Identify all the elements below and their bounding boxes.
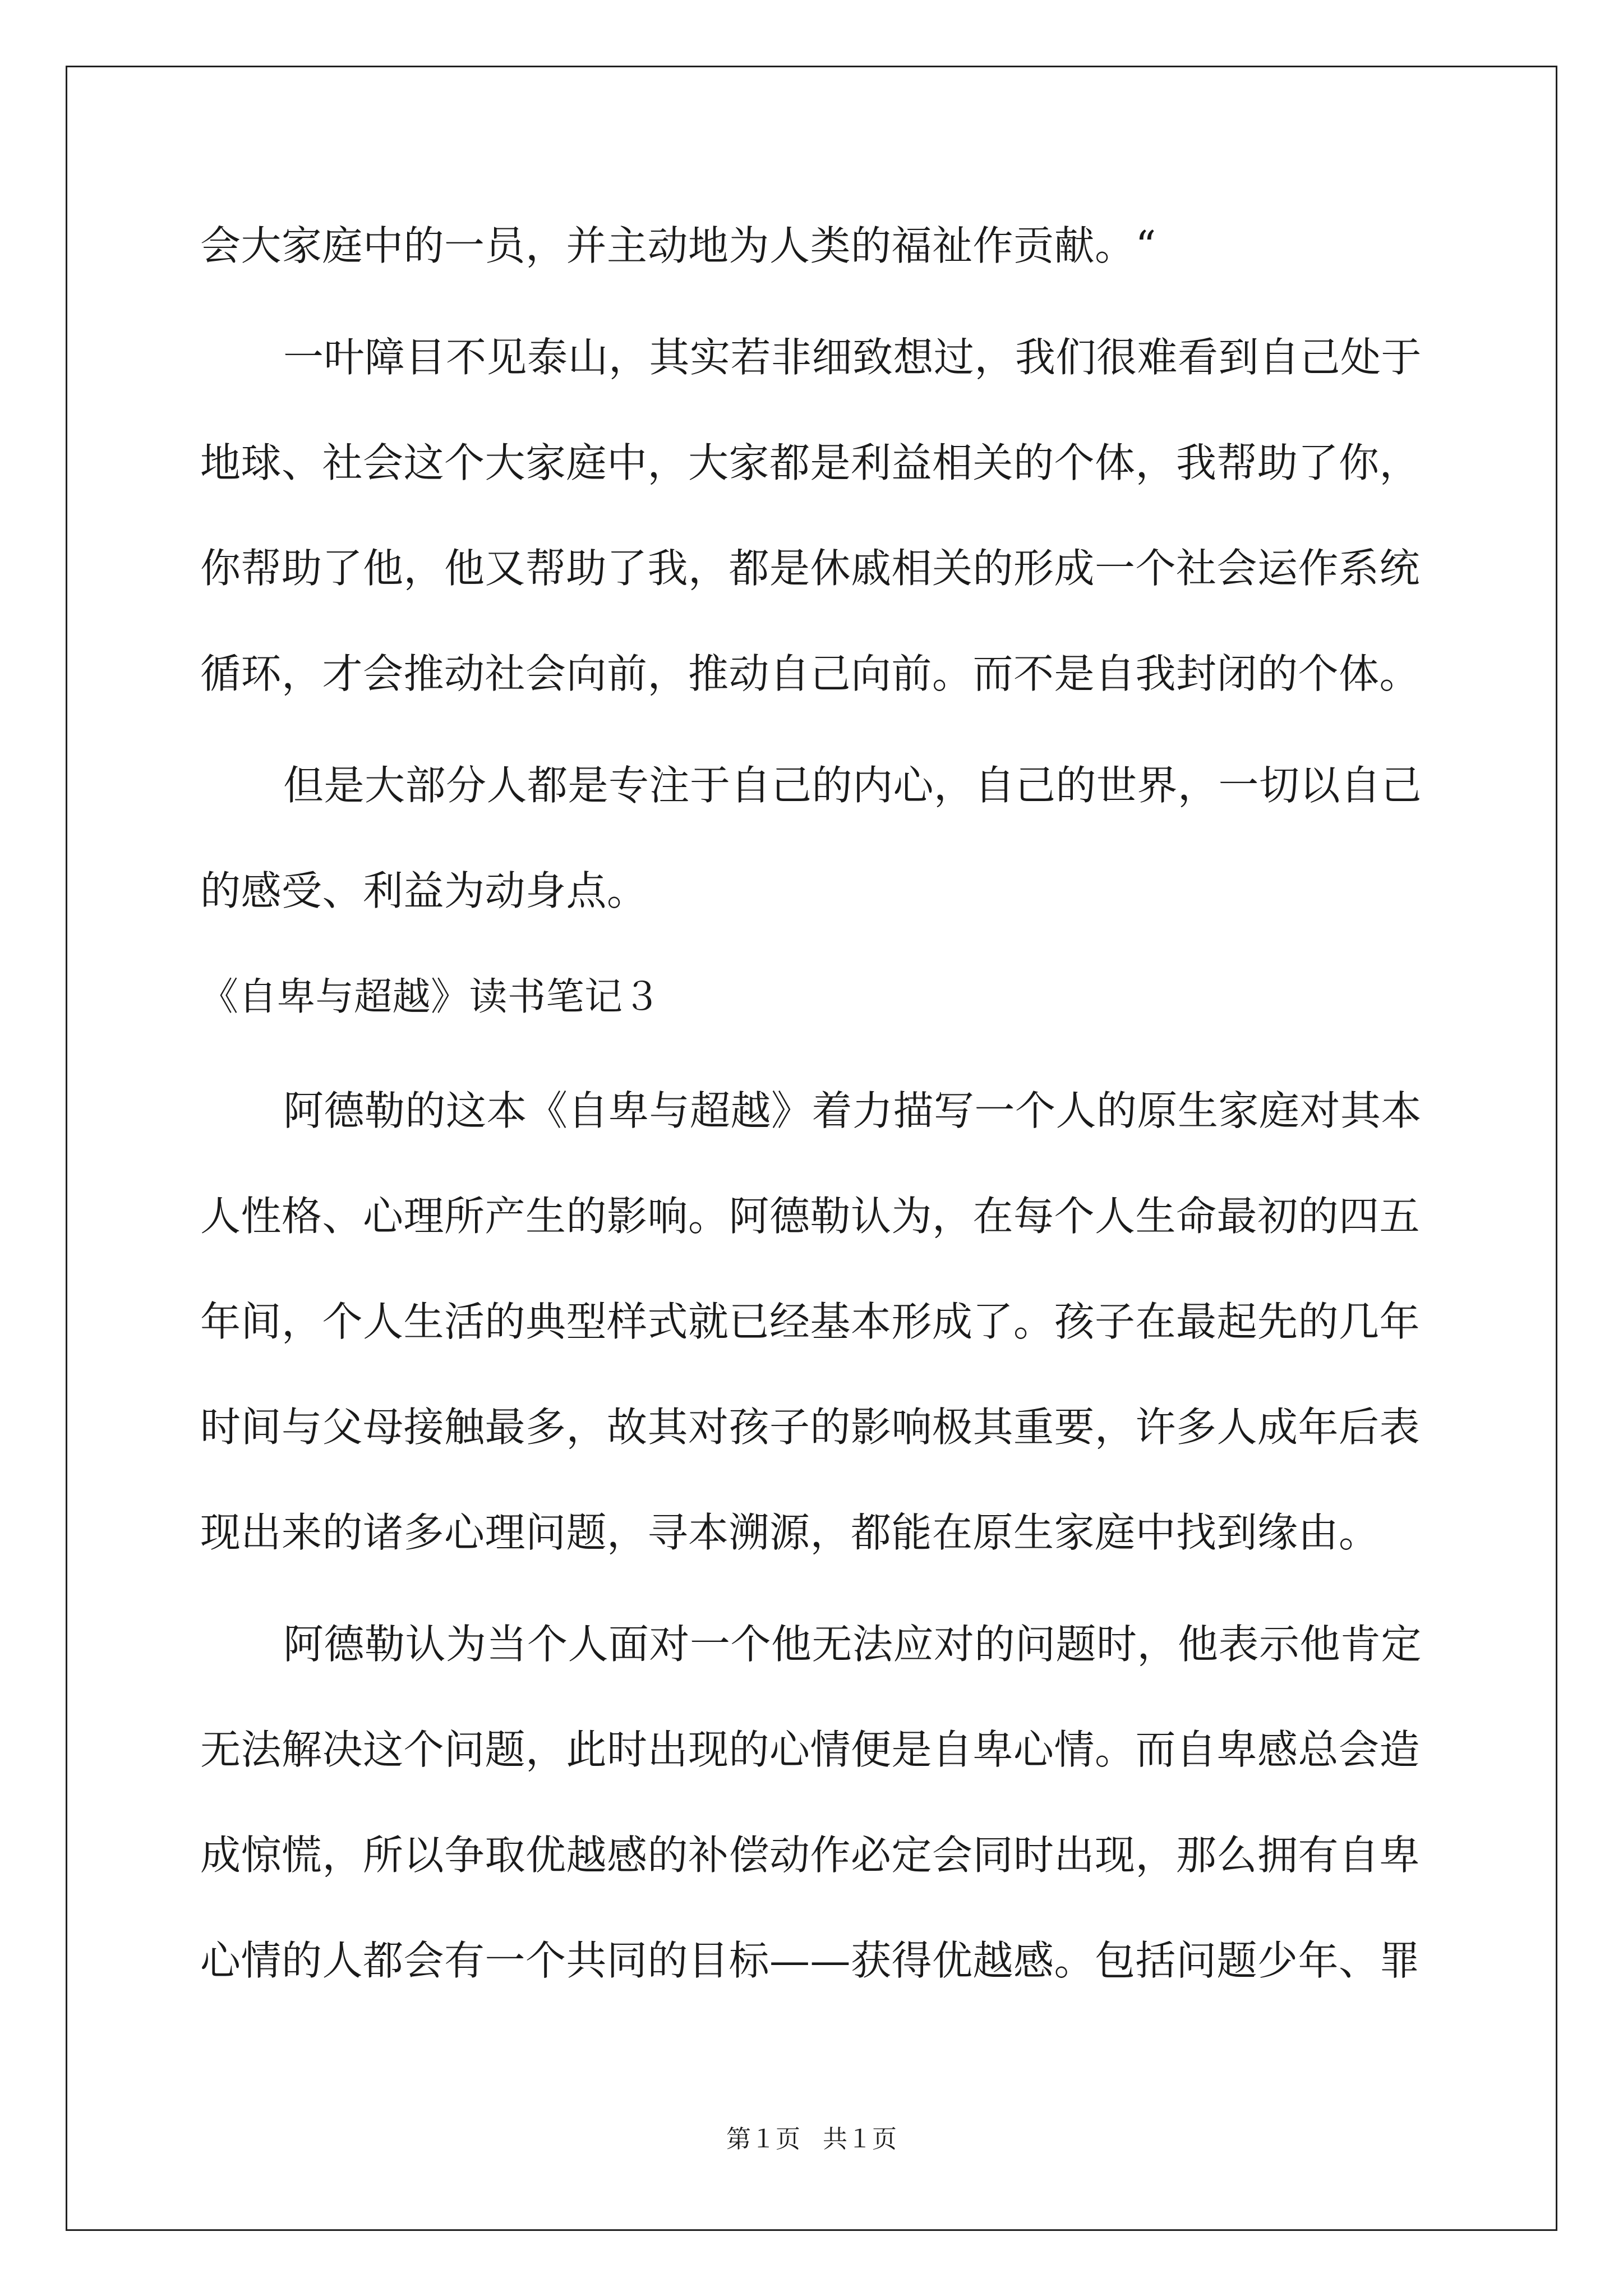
paragraph-line: 年间，个人生活的典型样式就已经基本形成了。孩子在最起先的几年 (200, 1298, 1421, 1345)
paragraph-line: 一叶障目不见泰山，其实若非细致想过，我们很难看到自己处于 (283, 334, 1422, 381)
paragraph-line: 现出来的诸多心理问题，寻本溯源，都能在原生家庭中找到缘由。 (200, 1509, 1380, 1556)
paragraph-line: 你帮助了他，他又帮助了我，都是休戚相关的形成一个社会运作系统 (200, 545, 1421, 592)
paragraph-line: 心情的人都会有一个共同的目标——获得优越感。包括问题少年、罪 (200, 1937, 1421, 1984)
paragraph-line: 循环，才会推动社会向前，推动自己向前。而不是自我封闭的个体。 (200, 650, 1421, 697)
paragraph-line: 会大家庭中的一员，并主动地为人类的福祉作贡献。“ (200, 222, 1156, 269)
paragraph-line: 阿德勒的这本《自卑与超越》着力描写一个人的原生家庭对其本 (283, 1087, 1422, 1134)
paragraph-line: 无法解决这个问题，此时出现的心情便是自卑心情。而自卑感总会造 (200, 1726, 1421, 1773)
section-heading: 《自卑与超越》读书笔记３ (200, 975, 662, 1019)
paragraph-line: 地球、社会这个大家庭中，大家都是利益相关的个体，我帮助了你， (200, 439, 1421, 486)
paragraph-line: 时间与父母接触最多，故其对孩子的影响极其重要，许多人成年后表 (200, 1404, 1421, 1451)
page-number: 第１页 (726, 2125, 800, 2154)
paragraph-line: 的感受、利益为动身点。 (200, 867, 648, 914)
page-footer (0, 2123, 1623, 2156)
paragraph-line: 阿德勒认为当个人面对一个他无法应对的问题时，他表示他肯定 (283, 1621, 1422, 1668)
paragraph-line: 人性格、心理所产生的影响。阿德勒认为，在每个人生命最初的四五 (200, 1193, 1421, 1240)
paragraph-line: 成惊慌，所以争取优越感的补偿动作必定会同时出现，那么拥有自卑 (200, 1832, 1421, 1879)
page-border (66, 66, 1557, 2231)
paragraph-line: 但是大部分人都是专注于自己的内心，自己的世界，一切以自己 (283, 762, 1422, 809)
page-total: 共１页 (823, 2125, 897, 2154)
